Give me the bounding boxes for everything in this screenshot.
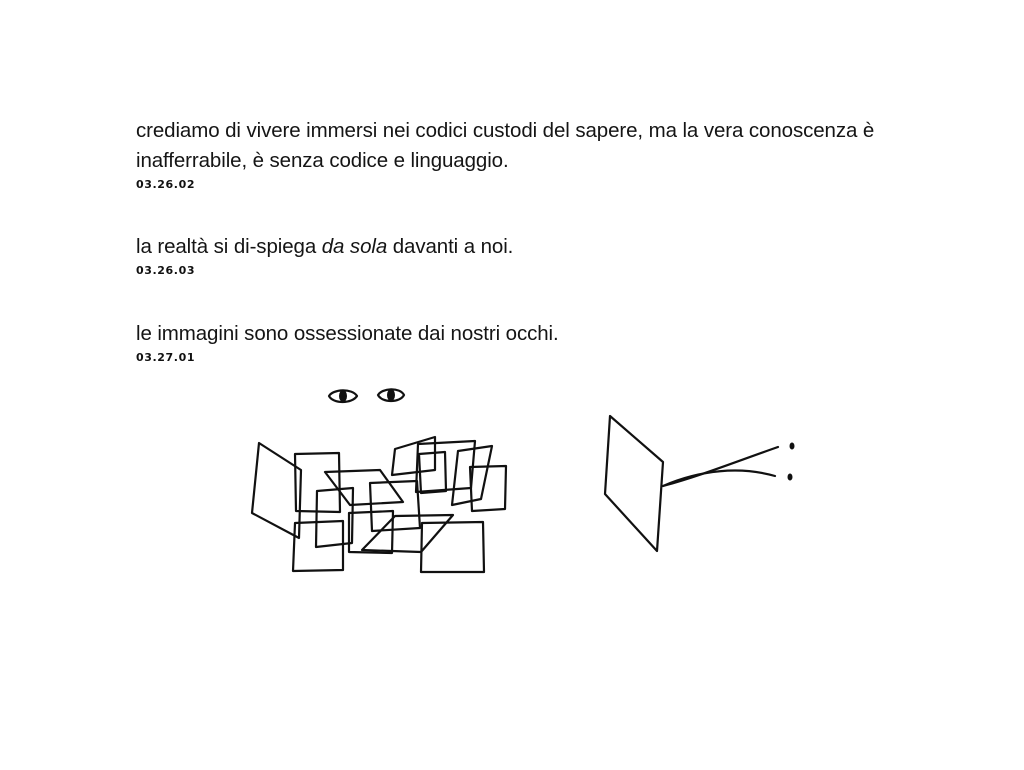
entry-text-part: davanti a noi. bbox=[387, 235, 514, 258]
dot-icon bbox=[790, 443, 795, 450]
entry-date: 03.27.01 bbox=[136, 351, 196, 364]
entry-date: 03.26.02 bbox=[136, 178, 196, 191]
right-eye-icon bbox=[378, 389, 404, 401]
images-scribble bbox=[252, 437, 506, 572]
entry-text-part: la realtà si di-spiega bbox=[136, 235, 322, 258]
entry-text-emphasis: da sola bbox=[321, 235, 388, 258]
entry-text-part: le immagini sono ossessionate dai nostri occhi. bbox=[136, 322, 559, 345]
dot-icon bbox=[788, 474, 793, 481]
viewer-drawing bbox=[605, 416, 795, 551]
left-eye-icon bbox=[329, 390, 357, 402]
eyes-drawing bbox=[329, 389, 404, 402]
entry-date: 03.26.03 bbox=[136, 264, 196, 277]
entry-text-part: crediamo di vivere immersi nei codici custodi del sapere, ma la vera conoscenza è inafferrabile, è senza codice e linguaggio. bbox=[136, 119, 875, 172]
